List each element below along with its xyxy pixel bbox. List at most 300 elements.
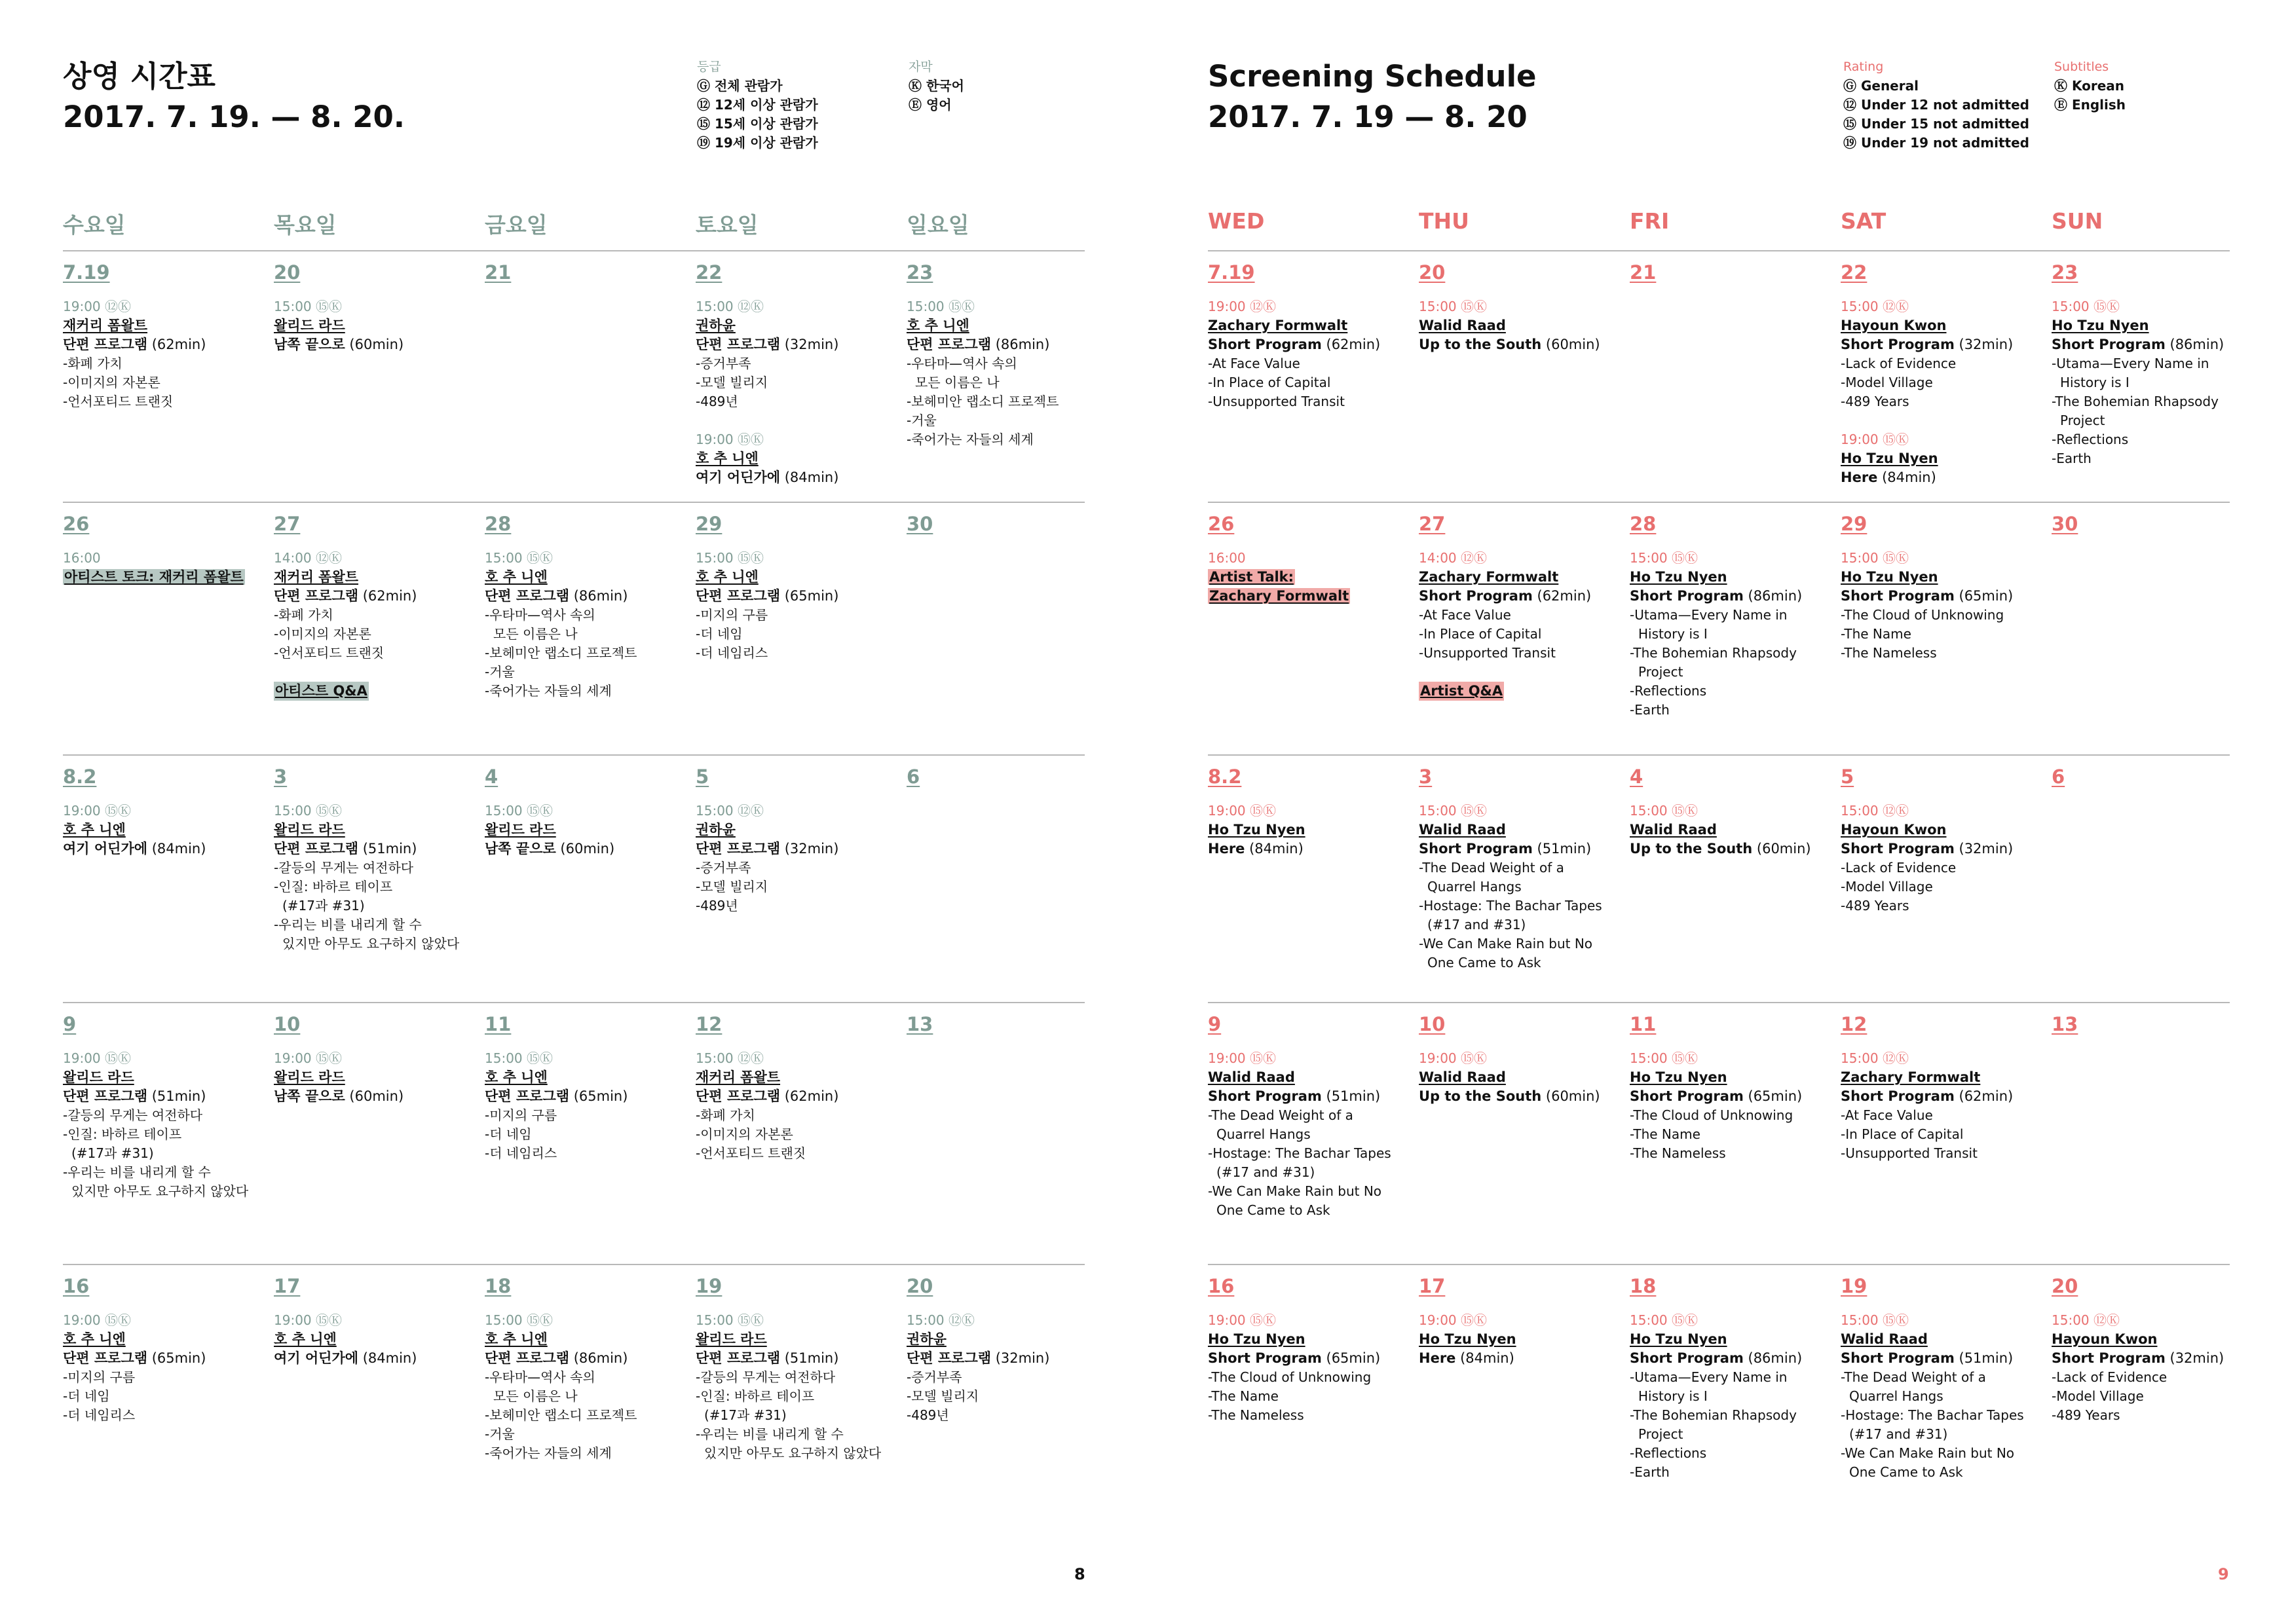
day-cell: [274, 259, 477, 373]
artist-name: Ho Tzu Nyen: [1630, 1069, 1727, 1085]
day-cell: [274, 1011, 477, 1125]
program-line: [1630, 840, 1833, 858]
program-title: 단편 프로그램: [274, 588, 359, 604]
program-line: [907, 1349, 1110, 1368]
rating-legend: [1843, 58, 2029, 153]
program-title: 단편 프로그램: [485, 588, 570, 604]
film-title: -At Face Value: [1208, 356, 1300, 371]
date-label: 22: [1841, 261, 1868, 284]
program-duration: (60min): [345, 337, 404, 352]
film-title: -489 Years: [1841, 394, 1909, 409]
screening-time: 15:00 ⑫Ⓚ: [696, 1050, 764, 1066]
screening-event: [1630, 549, 1833, 720]
date-label: 10: [274, 1013, 301, 1035]
date-label: 29: [696, 513, 723, 535]
screening-time: 15:00 ⑫Ⓚ: [696, 803, 764, 819]
film-title: -화폐 가치: [63, 356, 122, 371]
date-label: 28: [485, 513, 512, 535]
film-title: -더 네임리스: [63, 1407, 136, 1423]
date-label: 16: [1208, 1275, 1235, 1297]
film-title: -The Name: [1630, 1126, 1700, 1142]
date-label: 5: [696, 766, 709, 788]
rating-item: ⑲ 19세 이상 관람가: [697, 135, 818, 151]
date-label: 11: [485, 1013, 512, 1035]
program-title: Up to the South: [1419, 1088, 1542, 1104]
screening-time: 16:00: [1208, 550, 1246, 566]
screening-time: 19:00 ⑮Ⓚ: [1208, 1312, 1276, 1328]
artist-name: 호 추 니엔: [696, 451, 759, 466]
screening-time: 15:00 ⑮Ⓚ: [485, 550, 553, 566]
artist-name: 왈리드 라드: [63, 1069, 134, 1085]
program-line: [1841, 587, 2044, 606]
film-title: -Reflections: [2052, 432, 2129, 447]
screening-time: 15:00 ⑮Ⓚ: [696, 550, 764, 566]
program-duration: (65min): [1321, 1350, 1381, 1366]
screening-event: [63, 802, 266, 858]
artist-name: Walid Raad: [1841, 1331, 1928, 1347]
day-cell: [485, 259, 688, 297]
screening-event: [63, 1311, 266, 1425]
week-divider: [1208, 754, 2230, 756]
film-title: -Hostage: The Bachar Tapes (#17 and #31): [1208, 1145, 1391, 1180]
screening-event: [907, 297, 1110, 449]
screening-time: 15:00 ⑫Ⓚ: [696, 299, 764, 314]
screening-time: 15:00 ⑮Ⓚ: [907, 299, 975, 314]
program-title: 남쪽 끝으로: [274, 1088, 345, 1104]
screening-event: [1419, 1049, 1622, 1106]
screening-event: [2052, 297, 2255, 468]
program-line: [1630, 587, 1833, 606]
day-cell: [696, 764, 899, 934]
weekday-label: WED: [1208, 208, 1265, 234]
artist-name: 왈리드 라드: [485, 822, 556, 838]
screening-time: 15:00 ⑫Ⓚ: [1841, 299, 1909, 314]
artist-name: Ho Tzu Nyen: [1208, 1331, 1305, 1347]
screening-time: 15:00 ⑮Ⓚ: [1630, 1050, 1698, 1066]
program-duration: (65min): [780, 588, 839, 604]
film-title: -증거부족: [696, 860, 751, 876]
date-label: 3: [274, 766, 288, 788]
program-line: [274, 587, 477, 606]
date-label: 12: [1841, 1013, 1868, 1035]
program-line: [696, 1349, 899, 1368]
artist-name: Walid Raad: [1419, 822, 1506, 838]
film-title: -The Bohemian Rhapsody Project: [2052, 394, 2219, 428]
program-title: 여기 어딘가에: [696, 470, 781, 485]
film-title: -보헤미안 랩소디 프로젝트: [485, 645, 637, 661]
program-line: [63, 1349, 266, 1368]
film-title: -죽어가는 자들의 세계: [485, 683, 612, 699]
page-number: 9: [2218, 1565, 2229, 1583]
rating-item: Ⓖ General: [1843, 78, 1919, 94]
screening-time: 15:00 ⑮Ⓚ: [2052, 299, 2120, 314]
program-line: [1630, 1087, 1833, 1106]
day-cell: [485, 764, 688, 877]
program-duration: (60min): [1752, 841, 1811, 857]
artist-name: Ho Tzu Nyen: [1630, 569, 1727, 585]
weekday-label: 수요일: [63, 212, 126, 238]
program-line: [1841, 468, 2044, 487]
date-label: 13: [907, 1013, 933, 1035]
program-title: Short Program: [2052, 1350, 2166, 1366]
program-line: [696, 587, 899, 606]
day-cell: [696, 259, 899, 506]
screening-event: [1419, 297, 1622, 354]
program-title: Short Program: [1841, 337, 1955, 352]
day-cell: [1419, 259, 1622, 373]
weekday-header: [63, 208, 1085, 248]
week-divider: [1208, 502, 2230, 503]
date-label: 20: [1419, 261, 1446, 284]
day-cell: [696, 1273, 899, 1482]
screening-event: [1208, 802, 1411, 858]
program-line: [485, 840, 688, 858]
program-duration: (86min): [569, 1350, 628, 1366]
film-title: -인질: 바하르 테이프 (#17과 #31): [274, 879, 393, 913]
day-cell: [1419, 1273, 1622, 1387]
day-cell: [1841, 1273, 2044, 1501]
artist-name: Walid Raad: [1419, 318, 1506, 333]
day-cell: [485, 1011, 688, 1182]
program-line: [1208, 1087, 1411, 1106]
screening-event: [1419, 549, 1622, 701]
program-line: [1208, 335, 1411, 354]
title-line-1: Screening Schedule: [1208, 59, 1537, 94]
day-cell: [907, 1273, 1110, 1444]
program-title: 단편 프로그램: [696, 1088, 781, 1104]
rating-item: ⑮ 15세 이상 관람가: [697, 116, 818, 132]
weekday-label: SUN: [2052, 208, 2103, 234]
screening-event: [274, 1049, 477, 1106]
film-title: -더 네임리스: [485, 1145, 557, 1161]
screening-event: [485, 1311, 688, 1463]
film-title: -갈등의 무게는 여전하다: [696, 1369, 836, 1385]
program-title: Here: [1841, 470, 1878, 485]
rating-item: ⑲ Under 19 not admitted: [1843, 135, 2029, 151]
film-title: -Reflections: [1630, 683, 1707, 699]
film-title: -미지의 구름: [485, 1107, 557, 1123]
program-line: [63, 335, 266, 354]
screening-time: 16:00: [63, 550, 101, 566]
screening-time: 15:00 ⑮Ⓚ: [1419, 803, 1487, 819]
film-title: -증거부족: [907, 1369, 962, 1385]
program-title: 단편 프로그램: [696, 337, 781, 352]
program-title: 단편 프로그램: [63, 337, 148, 352]
program-title: 단편 프로그램: [696, 841, 781, 857]
artist-name: Hayoun Kwon: [2052, 1331, 2158, 1347]
date-label: 23: [907, 261, 933, 284]
day-cell: [907, 259, 1110, 468]
program-title: 남쪽 끝으로: [485, 841, 556, 857]
film-title: -보헤미안 랩소디 프로젝트: [485, 1407, 637, 1423]
date-label: 20: [907, 1275, 933, 1297]
film-title: -우리는 비를 내리게 할 수 있지만 아무도 요구하지 않았다: [63, 1164, 249, 1199]
program-title: 단편 프로그램: [274, 841, 359, 857]
program-line: [1419, 335, 1622, 354]
date-label: 22: [696, 261, 723, 284]
date-label: 18: [485, 1275, 512, 1297]
date-label: 8.2: [63, 766, 97, 788]
week-divider: [63, 250, 1085, 251]
screening-time: 19:00 ⑮Ⓚ: [63, 1312, 131, 1328]
screening-event: [274, 297, 477, 354]
rating-legend-heading: Rating: [1843, 60, 1884, 74]
film-title: -화폐 가치: [274, 607, 333, 623]
date-label: 19: [696, 1275, 723, 1297]
rating-legend-heading: 등급: [697, 60, 721, 74]
date-label: 9: [1208, 1013, 1222, 1035]
screening-event: [1208, 297, 1411, 411]
program-title: 단편 프로그램: [907, 1350, 992, 1366]
film-title: -모델 빌리지: [696, 375, 768, 390]
rating-item: Ⓖ 전체 관람가: [697, 78, 783, 94]
day-cell: [1630, 764, 1833, 877]
screening-time: 19:00 ⑫Ⓚ: [63, 299, 131, 314]
artist-name: Hayoun Kwon: [1841, 318, 1947, 333]
film-title: -489 Years: [1841, 898, 1909, 913]
program-line: [485, 1087, 688, 1106]
artist-name: 권하윤: [907, 1331, 947, 1347]
screening-event: [1630, 1311, 1833, 1482]
date-label: 19: [1841, 1275, 1868, 1297]
screening-event: [1841, 1049, 2044, 1163]
program-duration: (84min): [1877, 470, 1936, 485]
film-title: -Reflections: [1630, 1445, 1707, 1461]
screening-time: 15:00 ⑮Ⓚ: [1419, 299, 1487, 314]
program-duration: (32min): [1954, 841, 2014, 857]
day-cell: [2052, 259, 2255, 487]
artist-name: Zachary Formwalt: [1841, 1069, 1981, 1085]
film-title: -이미지의 자본론: [696, 1126, 793, 1142]
program-line: [274, 840, 477, 858]
film-title: -489년: [696, 394, 738, 409]
date-label: 21: [1630, 261, 1657, 284]
day-cell: [1630, 511, 1833, 739]
program-title: 남쪽 끝으로: [274, 337, 345, 352]
date-label: 9: [63, 1013, 77, 1035]
film-title: -죽어가는 자들의 세계: [907, 432, 1034, 447]
date-label: 12: [696, 1013, 723, 1035]
program-duration: (51min): [147, 1088, 206, 1104]
artist-name: 호 추 니엔: [696, 569, 759, 585]
date-label: 26: [63, 513, 90, 535]
film-title: -The Dead Weight of a Quarrel Hangs: [1419, 860, 1564, 895]
program-title: Short Program: [1841, 1088, 1955, 1104]
screening-time: 15:00 ⑮Ⓚ: [1841, 1312, 1909, 1328]
film-title: -이미지의 자본론: [274, 626, 371, 642]
artist-name: Ho Tzu Nyen: [1841, 569, 1938, 585]
day-cell: [485, 511, 688, 720]
weekday-label: 금요일: [485, 212, 548, 238]
day-cell: [63, 259, 266, 430]
screening-time: 15:00 ⑮Ⓚ: [1630, 550, 1698, 566]
week-divider: [63, 754, 1085, 756]
screening-event: [63, 1049, 266, 1201]
screening-event: [1841, 297, 2044, 411]
artist-qa-label: 아티스트 Q&A: [274, 682, 369, 701]
screening-event: [274, 802, 477, 953]
weekday-label: 일요일: [907, 212, 969, 238]
screening-time: 19:00 ⑮Ⓚ: [63, 1050, 131, 1066]
date-label: 21: [485, 261, 512, 284]
weekday-label: 토요일: [696, 212, 759, 238]
title-line-2: 2017. 7. 19. — 8. 20.: [63, 100, 405, 134]
screening-event: [1630, 802, 1833, 858]
date-label: 3: [1419, 766, 1433, 788]
program-title: Short Program: [1208, 337, 1322, 352]
program-title: Short Program: [1841, 841, 1955, 857]
film-title: -Lack of Evidence: [1841, 356, 1957, 371]
screening-time: 15:00 ⑮Ⓚ: [485, 803, 553, 819]
screening-time: 19:00 ⑮Ⓚ: [1419, 1050, 1487, 1066]
film-title: -489년: [696, 898, 738, 913]
film-title: -Unsupported Transit: [1419, 645, 1556, 661]
film-title: -우리는 비를 내리게 할 수 있지만 아무도 요구하지 않았다: [696, 1426, 882, 1461]
screening-time: 19:00 ⑮Ⓚ: [1208, 1050, 1276, 1066]
artist-talk-label: Artist Talk:: [1209, 569, 1294, 585]
program-duration: (51min): [1321, 1088, 1381, 1104]
screening-event: [696, 297, 899, 411]
program-title: 여기 어딘가에: [274, 1350, 359, 1366]
film-title: -Earth: [1630, 702, 1670, 718]
day-cell: [2052, 511, 2255, 549]
program-line: [63, 840, 266, 858]
film-title: -We Can Make Rain but No One Came to Ask: [1419, 936, 1593, 970]
program-title: Short Program: [1419, 841, 1533, 857]
film-title: -Utama—Every Name in History is I: [1630, 1369, 1788, 1404]
program-title: Short Program: [1630, 588, 1744, 604]
date-label: 27: [1419, 513, 1446, 535]
date-label: 20: [274, 261, 301, 284]
screening-event: [485, 802, 688, 858]
screening-time: 15:00 ⑮Ⓚ: [1630, 803, 1698, 819]
program-title: 여기 어딘가에: [63, 841, 148, 857]
subtitle-item: Ⓚ 한국어: [909, 78, 964, 94]
film-title: -우타마—역사 속의 모든 이름은 나: [907, 356, 1017, 390]
program-line: [907, 335, 1110, 354]
film-title: -미지의 구름: [63, 1369, 136, 1385]
film-title: -더 네임: [696, 626, 743, 642]
program-line: [2052, 335, 2255, 354]
day-cell: [1208, 259, 1411, 430]
program-duration: (84min): [358, 1350, 417, 1366]
screening-time: 15:00 ⑫Ⓚ: [1841, 803, 1909, 819]
artist-name: Walid Raad: [1630, 822, 1717, 838]
artist-name: 왈리드 라드: [274, 822, 345, 838]
screening-time: 19:00 ⑮Ⓚ: [63, 803, 131, 819]
screening-time: 15:00 ⑮Ⓚ: [485, 1312, 553, 1328]
film-title: -Unsupported Transit: [1841, 1145, 1978, 1161]
artist-name: Ho Tzu Nyen: [1630, 1331, 1727, 1347]
program-title: Short Program: [1208, 1350, 1322, 1366]
screening-time: 19:00 ⑮Ⓚ: [1841, 432, 1909, 447]
screening-time: 15:00 ⑮Ⓚ: [485, 1050, 553, 1066]
film-title: -The Nameless: [1630, 1145, 1726, 1161]
date-label: 28: [1630, 513, 1657, 535]
film-title: -489 Years: [2052, 1407, 2120, 1423]
artist-name: 권하윤: [696, 318, 736, 333]
artist-name: 재커리 폼왈트: [274, 569, 359, 585]
day-cell: [63, 764, 266, 877]
screening-event: [696, 802, 899, 915]
date-label: 4: [1630, 766, 1643, 788]
screening-event: [1841, 1311, 2044, 1482]
screening-event: [1841, 802, 2044, 915]
page-title: [63, 56, 405, 138]
film-title: -489년: [907, 1407, 949, 1423]
film-title: -The Nameless: [1841, 645, 1937, 661]
film-title: -At Face Value: [1841, 1107, 1933, 1123]
program-duration: (32min): [780, 337, 839, 352]
date-label: 13: [2052, 1013, 2078, 1035]
program-duration: (51min): [780, 1350, 839, 1366]
screening-event: [696, 430, 899, 487]
title-line-1: 상영 시간표: [63, 59, 216, 94]
screening-event: [63, 297, 266, 411]
artist-name: Ho Tzu Nyen: [1841, 451, 1938, 466]
artist-name: 호 추 니엔: [485, 569, 548, 585]
film-title: -모델 빌리지: [696, 879, 768, 895]
program-title: Short Program: [1841, 1350, 1955, 1366]
weekday-label: FRI: [1630, 208, 1670, 234]
program-title: Short Program: [1419, 588, 1533, 604]
screening-event: [696, 549, 899, 663]
rating-item: ⑫ Under 12 not admitted: [1843, 97, 2029, 113]
program-line: [274, 1349, 477, 1368]
screening-event: [1419, 802, 1622, 972]
day-cell: [274, 511, 477, 720]
screening-event: [696, 1311, 899, 1463]
film-title: -우타마—역사 속의 모든 이름은 나: [485, 1369, 595, 1404]
film-title: -갈등의 무게는 여전하다: [274, 860, 414, 876]
program-title: 단편 프로그램: [485, 1350, 570, 1366]
subtitle-legend: [2054, 58, 2126, 115]
day-cell: [63, 1273, 266, 1444]
subtitle-legend-heading: Subtitles: [2054, 60, 2109, 74]
film-title: -The Cloud of Unknowing: [1841, 607, 2004, 623]
program-duration: (86min): [1743, 1350, 1803, 1366]
screening-event: [1630, 1049, 1833, 1163]
film-title: -거울: [907, 413, 937, 428]
screening-time: 15:00 ⑮Ⓚ: [696, 1312, 764, 1328]
screening-time: 15:00 ⑫Ⓚ: [2052, 1312, 2120, 1328]
day-cell: [907, 764, 1110, 802]
program-title: Short Program: [1630, 1088, 1744, 1104]
film-title: -The Name: [1208, 1388, 1279, 1404]
date-label: 10: [1419, 1013, 1446, 1035]
program-line: [485, 1349, 688, 1368]
program-duration: (65min): [569, 1088, 628, 1104]
program-duration: (65min): [1954, 588, 2014, 604]
film-title: -At Face Value: [1419, 607, 1511, 623]
screening-time: 15:00 ⑫Ⓚ: [907, 1312, 975, 1328]
day-cell: [1419, 511, 1622, 720]
day-cell: [1419, 764, 1622, 991]
artist-name: 호 추 니엔: [63, 822, 126, 838]
artist-name: 재커리 폼왈트: [63, 318, 148, 333]
subtitle-item: Ⓔ English: [2054, 97, 2126, 113]
film-title: -인질: 바하르 테이프 (#17과 #31): [63, 1126, 182, 1161]
program-title: Short Program: [1630, 1350, 1744, 1366]
artist-talk-label: 아티스트 토크: 재커리 폼왈트: [64, 569, 244, 585]
day-cell: [274, 764, 477, 972]
film-title: -거울: [485, 1426, 515, 1442]
artist-name: Zachary Formwalt: [1419, 569, 1559, 585]
film-title: -The Cloud of Unknowing: [1630, 1107, 1793, 1123]
film-title: -우리는 비를 내리게 할 수 있지만 아무도 요구하지 않았다: [274, 917, 460, 951]
date-label: 17: [274, 1275, 301, 1297]
weekday-label: 목요일: [274, 212, 337, 238]
